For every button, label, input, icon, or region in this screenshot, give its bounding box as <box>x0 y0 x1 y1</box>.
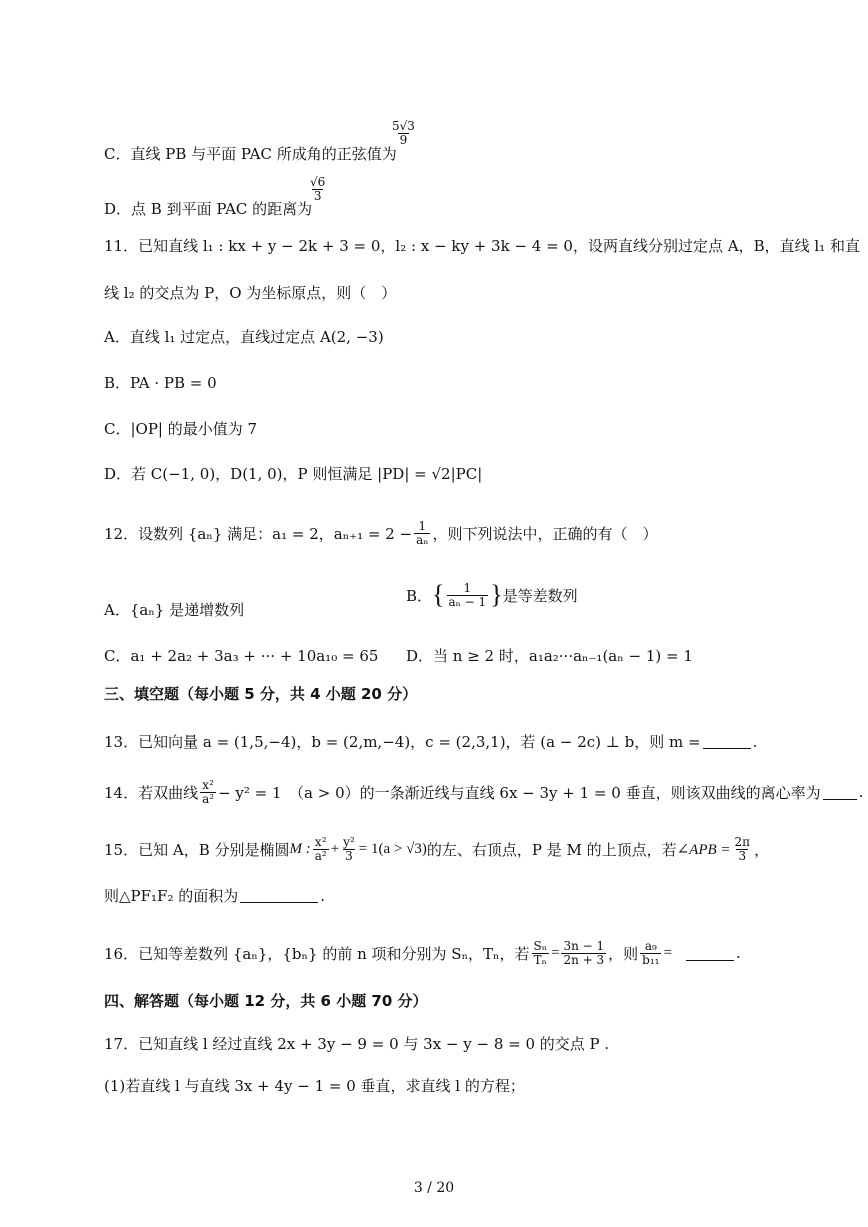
option-12d <box>406 645 693 666</box>
page-number: 3 / 20 <box>413 1180 455 1196</box>
section-title: 四、解答题（每小题 12 分，共 6 小题 70 分） <box>104 992 428 1010</box>
option-12c <box>104 645 378 666</box>
frac-numerator: 5√3 <box>392 119 415 133</box>
option-text: D．点 B 到平面 PAC 的距离为 <box>104 200 313 218</box>
question-text: 则△PF₁F₂ 的面积为 <box>104 887 239 905</box>
frac-numerator: y² <box>343 835 355 849</box>
answer-blank[interactable] <box>686 946 734 961</box>
option-text: 是等差数列 <box>502 586 578 605</box>
frac-numerator: 2π <box>734 835 751 849</box>
option-11a <box>104 326 384 347</box>
section-title: 三、填空题（每小题 5 分，共 4 小题 20 分） <box>104 685 418 703</box>
fraction-1-over-an <box>414 520 430 546</box>
fraction-1-over-an-minus-1 <box>447 582 489 608</box>
frac-numerator: a₉ <box>644 939 657 953</box>
question-text: 16．已知等差数列 {aₙ}，{bₙ} 的前 n 项和分别为 Sₙ，Tₙ，若 <box>104 944 530 963</box>
question-15 <box>104 836 769 862</box>
frac-denominator: 3 <box>313 188 322 203</box>
question-15-line2 <box>104 885 325 906</box>
fraction-sn-over-tn <box>532 940 549 966</box>
frac-numerator: 3n − 1 <box>563 939 605 953</box>
option-text: A．直线 l₁ 过定点，直线过定点 A(2, −3) <box>104 328 384 346</box>
fraction-2pi-over-3 <box>733 836 753 862</box>
option-10c <box>104 143 397 164</box>
question-text: 12．设数列 {aₙ} 满足：a₁ = 2，aₙ₊₁ = 2 − <box>104 524 413 543</box>
option-11c <box>104 418 257 439</box>
option-text: B．PA · PB = 0 <box>104 374 217 392</box>
fraction-y2-over-3 <box>341 836 357 862</box>
frac-denominator: a² <box>202 791 215 806</box>
brace-left-icon: { <box>432 580 445 609</box>
fraction-a9-over-b11 <box>640 940 661 966</box>
question-text: ，则 <box>608 944 639 963</box>
option-text: C．|OP| 的最小值为 7 <box>104 420 258 438</box>
ellipse-condition: = 1(a > √3) <box>358 840 427 857</box>
answer-blank[interactable] <box>823 785 857 800</box>
question-text: 线 l₂ 的交点为 P，O 为坐标原点，则（ ） <box>104 284 397 302</box>
period: . <box>735 944 741 963</box>
frac-numerator: 1 <box>463 580 472 595</box>
angle-expression: ∠APB = <box>676 841 731 858</box>
frac-denominator: 3 <box>345 848 353 863</box>
period: . <box>858 783 864 802</box>
question-16 <box>104 940 741 966</box>
question-text: − y² = 1 （a > 0）的一条渐近线与直线 6x − 3y + 1 = 0 垂直，则该双曲线的离心率为 <box>218 783 821 802</box>
option-10d <box>104 198 312 219</box>
frac-numerator: x² <box>202 778 214 792</box>
section-heading-solutions <box>104 990 428 1011</box>
plus-sign: + <box>330 840 340 857</box>
option-text: D．若 C(−1, 0)，D(1, 0)，P 则恒满足 |PD| = √2|PC| <box>104 465 483 483</box>
question-17-part1 <box>104 1075 525 1096</box>
question-text: 15．已知 A，B 分别是椭圆 <box>104 840 290 859</box>
option-text: C．a₁ + 2a₂ + 3a₃ + ··· + 10a₁₀ = 65 <box>104 647 379 665</box>
answer-blank[interactable] <box>703 734 751 749</box>
question-17 <box>104 1033 609 1054</box>
frac-denominator: b₁₁ <box>642 952 660 967</box>
frac-numerator: √6 <box>310 175 326 189</box>
ellipse-name: M : <box>289 840 311 857</box>
question-11-line1 <box>104 235 860 256</box>
question-14 <box>104 779 863 805</box>
answer-blank[interactable] <box>240 888 318 903</box>
question-text: 17．已知直线 l 经过直线 2x + 3y − 9 = 0 与 3x − y − 8 = 0 的交点 P . <box>104 1035 610 1053</box>
option-text: C．直线 PB 与平面 PAC 所成角的正弦值为 <box>104 145 397 163</box>
frac-numerator: 1 <box>418 519 427 533</box>
fraction-3n-1-over-2n-3 <box>561 940 606 966</box>
option-12b <box>406 580 578 610</box>
frac-denominator: Tₙ <box>533 952 547 967</box>
question-text: 的左、右顶点，P 是 M 的上顶点，若 <box>426 840 677 859</box>
period: . <box>320 886 326 905</box>
question-text: ，则下列说法中，正确的有（ ） <box>432 524 658 543</box>
question-text: 14．若双曲线 <box>104 783 199 802</box>
frac-denominator: 9 <box>399 132 408 147</box>
frac-denominator: aₙ <box>416 532 429 547</box>
frac-denominator: aₙ − 1 <box>448 594 487 609</box>
option-12a <box>104 599 244 620</box>
question-text: 13．已知向量 a = (1,5,−4)，b = (2,m,−4)，c = (2,3,1)，若 (a − 2c) ⊥ b，则 m = <box>104 733 701 751</box>
question-text: (1)若直线 l 与直线 3x + 4y − 1 = 0 垂直，求直线 l 的方程； <box>104 1077 525 1095</box>
option-text: A．{aₙ} 是递增数列 <box>104 601 245 619</box>
question-12 <box>104 520 657 546</box>
option-11d <box>104 463 482 484</box>
frac-numerator: x² <box>314 835 327 849</box>
question-11-line2 <box>104 282 396 303</box>
frac-denominator: 2n + 3 <box>563 952 605 967</box>
option-label: B． <box>406 586 433 605</box>
equals-sign: = <box>663 944 672 961</box>
section-heading-fill-in <box>104 683 417 704</box>
option-text: D．当 n ≥ 2 时，a₁a₂···aₙ₋₁(aₙ − 1) = 1 <box>406 647 693 665</box>
frac-denominator: a² <box>314 848 327 863</box>
frac-denominator: 3 <box>738 848 747 863</box>
frac-numerator: Sₙ <box>533 939 547 953</box>
option-11b <box>104 372 217 393</box>
question-text: 11．已知直线 l₁ : kx + y − 2k + 3 = 0，l₂ : x − ky + 3k − 4 = 0，设两直线分别过定点 A，B，直线 l₁ 和直 <box>104 237 860 255</box>
brace-right-icon: } <box>490 580 503 609</box>
question-13 <box>104 731 757 752</box>
equals-sign: = <box>550 944 560 961</box>
fraction-x2-over-a2 <box>200 779 216 805</box>
fraction-x2-over-a2 <box>313 836 329 862</box>
comma: ， <box>754 840 770 859</box>
period: . <box>752 732 758 751</box>
